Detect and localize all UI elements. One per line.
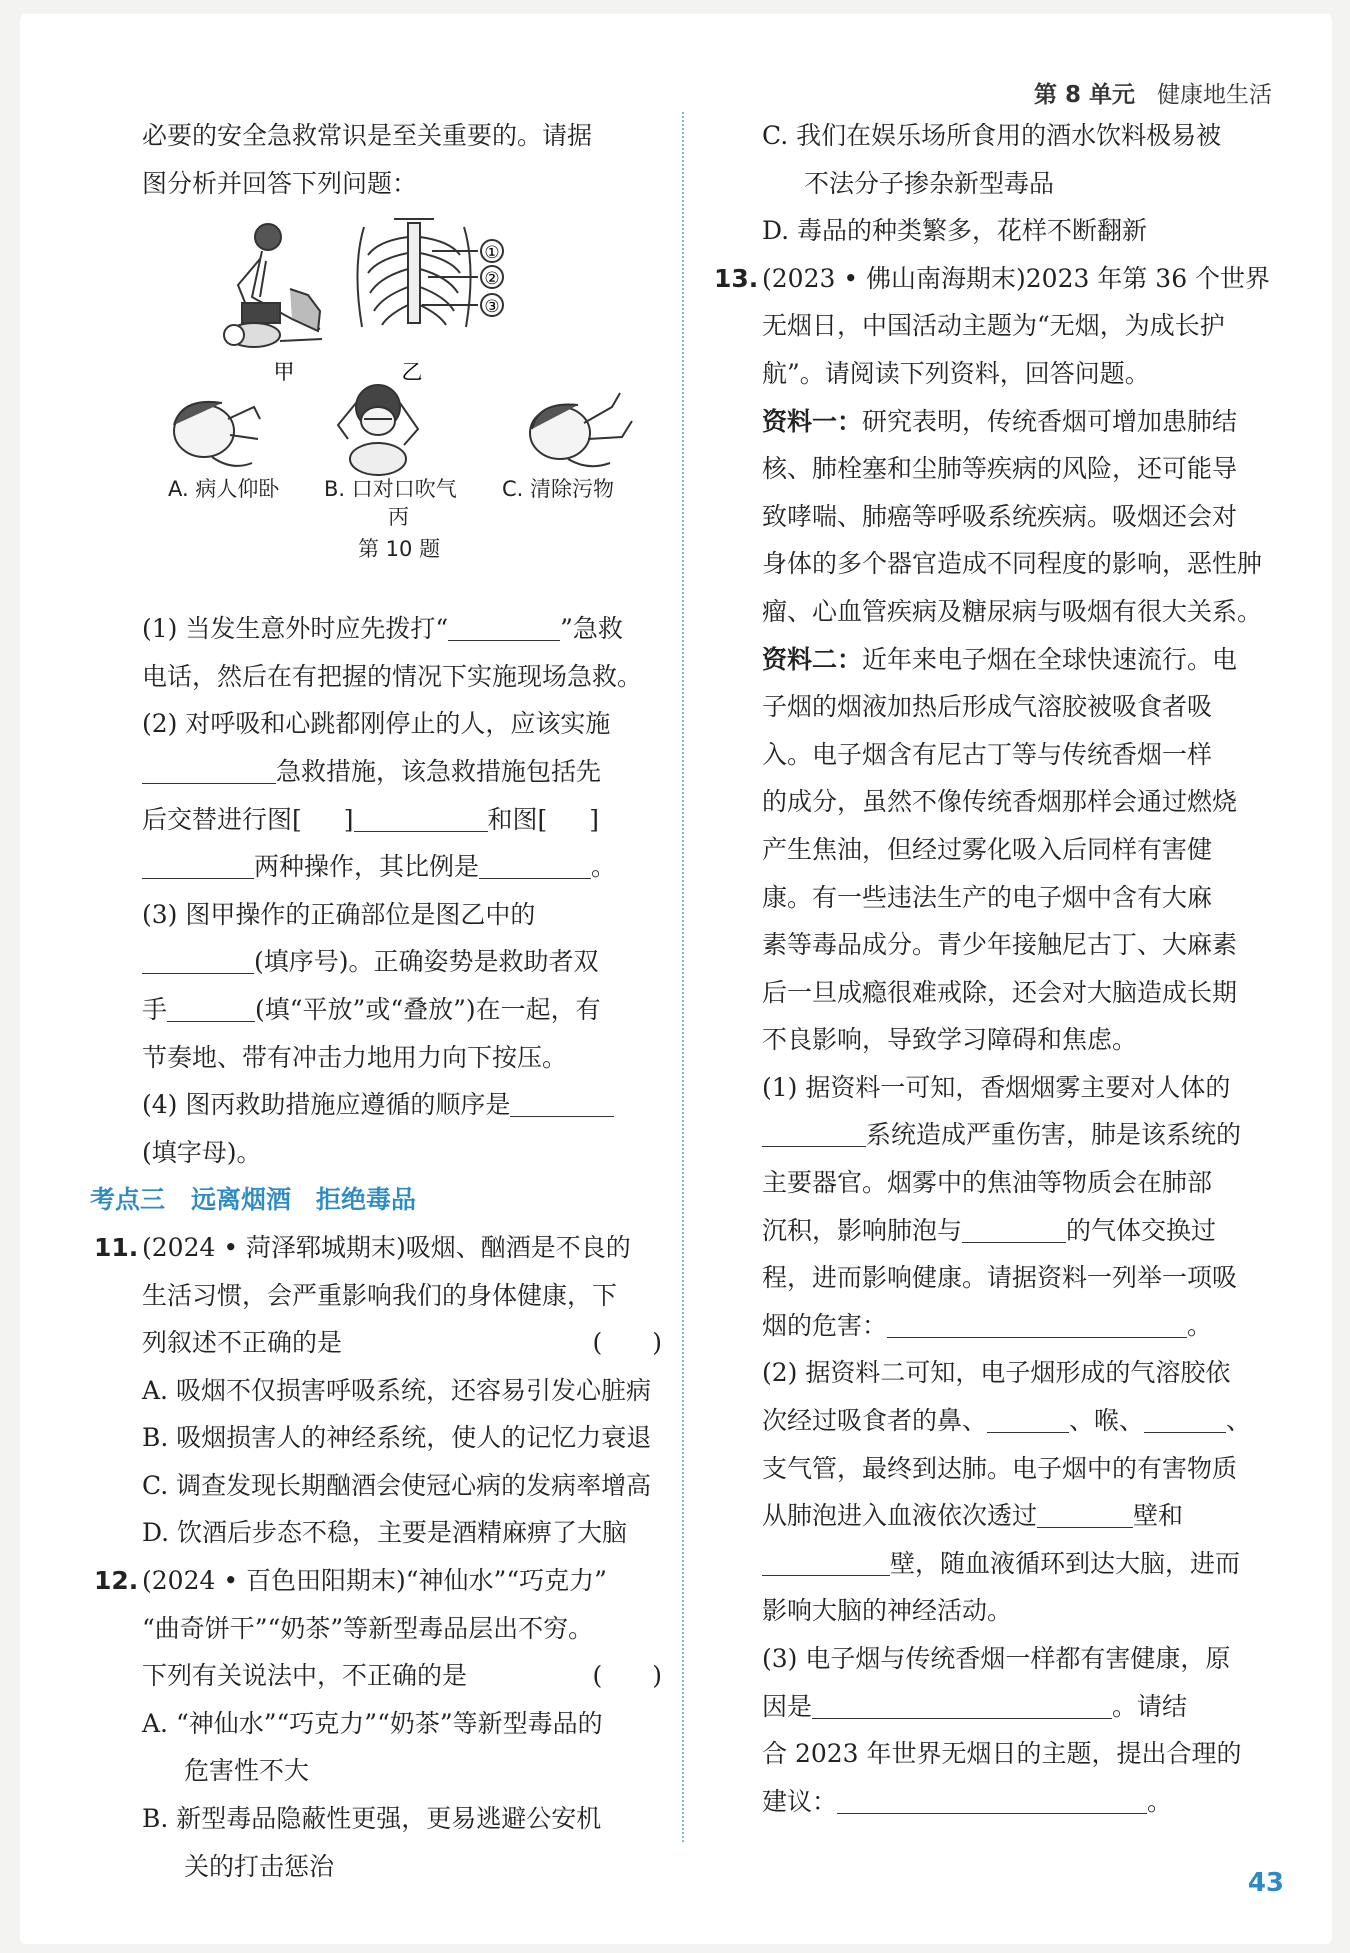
- figure-jia-drawing: [224, 224, 322, 347]
- caption-a: A. 病人仰卧: [168, 477, 280, 502]
- q10-line: 急救措施，该急救措施包括先: [142, 748, 662, 796]
- q11-option-b[interactable]: B. 吸烟损害人的神经系统，使人的记忆力衰退: [142, 1423, 652, 1453]
- answer-blank[interactable]: [510, 1090, 614, 1117]
- q13-p1: (1) 据资料一可知，香烟烟雾主要对人体的: [762, 1072, 1231, 1102]
- q11-stem: 11. (2024 • 菏泽郓城期末)吸烟、酗酒是不良的: [94, 1232, 631, 1262]
- q10-line: (填字母)。: [142, 1137, 262, 1167]
- left-column: [90, 112, 662, 1890]
- q11-stem: 列叙述不正确的是 ( ): [142, 1319, 662, 1367]
- q12-option-b-cont: 关的打击惩治: [184, 1851, 335, 1881]
- answer-blank[interactable]: [167, 995, 255, 1022]
- right-column: [714, 112, 1282, 1825]
- q12-option-d[interactable]: D. 毒品的种类繁多，花样不断翻新: [762, 216, 1148, 246]
- q10-line: 手 (填“平放”或“叠放”)在一起，有: [142, 994, 601, 1024]
- unit-title: 健康地生活: [1157, 82, 1272, 108]
- q13-p3: 因是 。请结: [762, 1691, 1188, 1721]
- label-jia: 甲: [273, 360, 295, 385]
- q13-p2: 壁，随血液循环到达大脑，进而: [762, 1540, 1282, 1588]
- q13-stem: 航”。请阅读下列资料，回答问题。: [762, 358, 1150, 388]
- q12-option-c-cont: 不法分子掺杂新型毒品: [804, 168, 1055, 198]
- q13-p1: 烟的危害： 。: [762, 1310, 1213, 1340]
- figure-bing-b-drawing: [338, 385, 418, 475]
- figure-q10: [142, 207, 662, 605]
- page-header: [1034, 76, 1272, 109]
- figure-bing-a-drawing: [174, 402, 260, 466]
- q12-stem: 下列有关说法中，不正确的是 ( ): [142, 1652, 662, 1700]
- q12-stem: “曲奇饼干”“奶茶”等新型毒品层出不穷。: [142, 1613, 594, 1643]
- unit-label: 第 8 单元: [1033, 82, 1135, 108]
- material-2: 入。电子烟含有尼古丁等与传统香烟一样: [762, 739, 1213, 769]
- caption-bing: 丙: [388, 505, 409, 530]
- answer-blank[interactable]: [887, 1311, 1187, 1338]
- answer-blank[interactable]: [812, 1692, 1112, 1719]
- intro-line: 必要的安全急救常识是至关重要的。请据: [142, 121, 593, 150]
- q11-option-c[interactable]: C. 调查发现长期酗酒会使冠心病的发病率增高: [142, 1470, 652, 1500]
- q12-option-a[interactable]: A. “神仙水”“巧克力”“奶茶”等新型毒品的: [142, 1708, 603, 1738]
- q12-option-b[interactable]: B. 新型毒品隐蔽性更强，更易逃避公安机: [142, 1804, 602, 1834]
- material-1: 致哮喘、肺癌等呼吸系统疾病。吸烟还会对: [762, 501, 1238, 531]
- material-2: 产生焦油，但经过雾化吸入后同样有害健: [762, 834, 1213, 864]
- q12-option-c[interactable]: C. 我们在娱乐场所食用的酒水饮料极易被: [762, 121, 1222, 150]
- q12-stem: 12. (2024 • 百色田阳期末)“神仙水”“巧克力”: [94, 1566, 607, 1596]
- q13-stem: 无烟日，中国活动主题为“无烟，为成长护: [762, 311, 1225, 341]
- q13-stem: 13. (2023 • 佛山南海期末)2023 年第 36 个世界: [714, 263, 1271, 293]
- q10-line: (1) 当发生意外时应先拨打“ ”急救: [142, 614, 623, 644]
- q10-line: 两种操作，其比例是 。: [142, 843, 662, 891]
- answer-blank[interactable]: [479, 852, 591, 879]
- answer-blank[interactable]: [762, 1120, 866, 1147]
- label-yi: 乙: [401, 360, 423, 385]
- q13-p1: 系统造成严重伤害，肺是该系统的: [762, 1111, 1282, 1159]
- q10-line: 节奏地、带有冲击力地用力向下按压。: [142, 1042, 568, 1072]
- page-number: 43: [1247, 1868, 1284, 1898]
- material-1: 瘤、心血管疾病及糖尿病与吸烟有很大关系。: [762, 596, 1263, 626]
- answer-blank[interactable]: [837, 1787, 1147, 1814]
- material-2: 的成分，虽然不像传统香烟那样会通过燃烧: [762, 787, 1238, 817]
- label-1: ①: [484, 243, 500, 264]
- q13-p3: 合 2023 年世界无烟日的主题，提出合理的: [762, 1739, 1242, 1769]
- label-3: ③: [484, 297, 500, 318]
- q11-stem: 生活习惯，会严重影响我们的身体健康，下: [142, 1280, 618, 1310]
- q10-line: (2) 对呼吸和心跳都刚停止的人，应该实施: [142, 709, 611, 739]
- figure-title: 第 10 题: [358, 537, 441, 562]
- q13-p1: 主要器官。烟雾中的焦油等物质会在肺部: [762, 1168, 1213, 1198]
- caption-b: B. 口对口吹气: [324, 477, 457, 502]
- q10-line: (3) 图甲操作的正确部位是图乙中的: [142, 899, 536, 929]
- material-1: 核、肺栓塞和尘肺等疾病的风险，还可能导: [762, 454, 1238, 484]
- material-1: 身体的多个器官造成不同程度的影响，恶性肿: [762, 549, 1263, 579]
- q11-option-a[interactable]: A. 吸烟不仅损害呼吸系统，还容易引发心脏病: [142, 1375, 651, 1405]
- q13-p2: 影响大脑的神经活动。: [762, 1596, 1013, 1626]
- answer-blank[interactable]: [762, 1549, 890, 1576]
- q13-p2: 次经过吸食者的鼻、 、喉、 、: [762, 1406, 1252, 1436]
- material-2: 后一旦成瘾很难戒除，还会对大脑造成长期: [762, 977, 1238, 1007]
- caption-c: C. 清除污物: [502, 477, 615, 502]
- answer-blank[interactable]: [962, 1216, 1066, 1243]
- figure-bing-c-drawing: [530, 393, 632, 466]
- material-2: 子烟的烟液加热后形成气溶胶被吸食者吸: [762, 692, 1213, 722]
- material-2: 康。有一些违法生产的电子烟中含有大麻: [762, 882, 1213, 912]
- material-2: 资料二：近年来电子烟在全球快速流行。电: [762, 644, 1238, 674]
- label-2: ②: [484, 269, 500, 290]
- answer-blank[interactable]: [987, 1406, 1069, 1433]
- answer-blank[interactable]: [448, 614, 560, 641]
- figure-yi-drawing: [357, 219, 503, 327]
- q13-p3: (3) 电子烟与传统香烟一样都有害健康，原: [762, 1644, 1231, 1673]
- q13-p1: 程，进而影响健康。请据资料一列举一项吸: [762, 1263, 1238, 1293]
- q10-line: 后交替进行图[ ] 和图[ ]: [142, 804, 600, 834]
- answer-blank[interactable]: [142, 757, 276, 784]
- column-divider: [682, 112, 684, 1842]
- intro-line: 图分析并回答下列问题：: [142, 168, 418, 198]
- q12-option-a-cont: 危害性不大: [184, 1756, 310, 1786]
- q10-line: (填序号)。正确姿势是救助者双: [142, 938, 662, 986]
- answer-paren[interactable]: ( ): [592, 1661, 662, 1691]
- q13-p1: 沉积，影响肺泡与 的气体交换过: [762, 1215, 1217, 1245]
- answer-blank[interactable]: [1037, 1501, 1133, 1528]
- answer-blank[interactable]: [1144, 1406, 1226, 1433]
- q10-line: 电话，然后在有把握的情况下实施现场急救。: [142, 661, 643, 691]
- q13-p2: 支气管，最终到达肺。电子烟中的有害物质: [762, 1453, 1238, 1483]
- section-title: 考点三 远离烟酒 拒绝毒品: [90, 1185, 417, 1215]
- material-1: 资料一：研究表明，传统香烟可增加患肺结: [762, 406, 1238, 436]
- answer-blank[interactable]: [142, 947, 254, 974]
- q13-p2: 从肺泡进入血液依次透过 壁和: [762, 1501, 1184, 1531]
- answer-blank[interactable]: [142, 852, 254, 879]
- answer-blank[interactable]: [354, 805, 488, 832]
- material-2: 不良影响，导致学习障碍和焦虑。: [762, 1025, 1138, 1055]
- q10-line: (4) 图丙救助措施应遵循的顺序是: [142, 1081, 662, 1129]
- material-2: 素等毒品成分。青少年接触尼古丁、大麻素: [762, 930, 1238, 960]
- answer-paren[interactable]: ( ): [592, 1328, 662, 1358]
- q13-p3: 建议： 。: [762, 1786, 1173, 1816]
- q11-option-d[interactable]: D. 饮酒后步态不稳，主要是酒精麻痹了大脑: [142, 1518, 628, 1548]
- q13-p2: (2) 据资料二可知，电子烟形成的气溶胶依: [762, 1358, 1231, 1388]
